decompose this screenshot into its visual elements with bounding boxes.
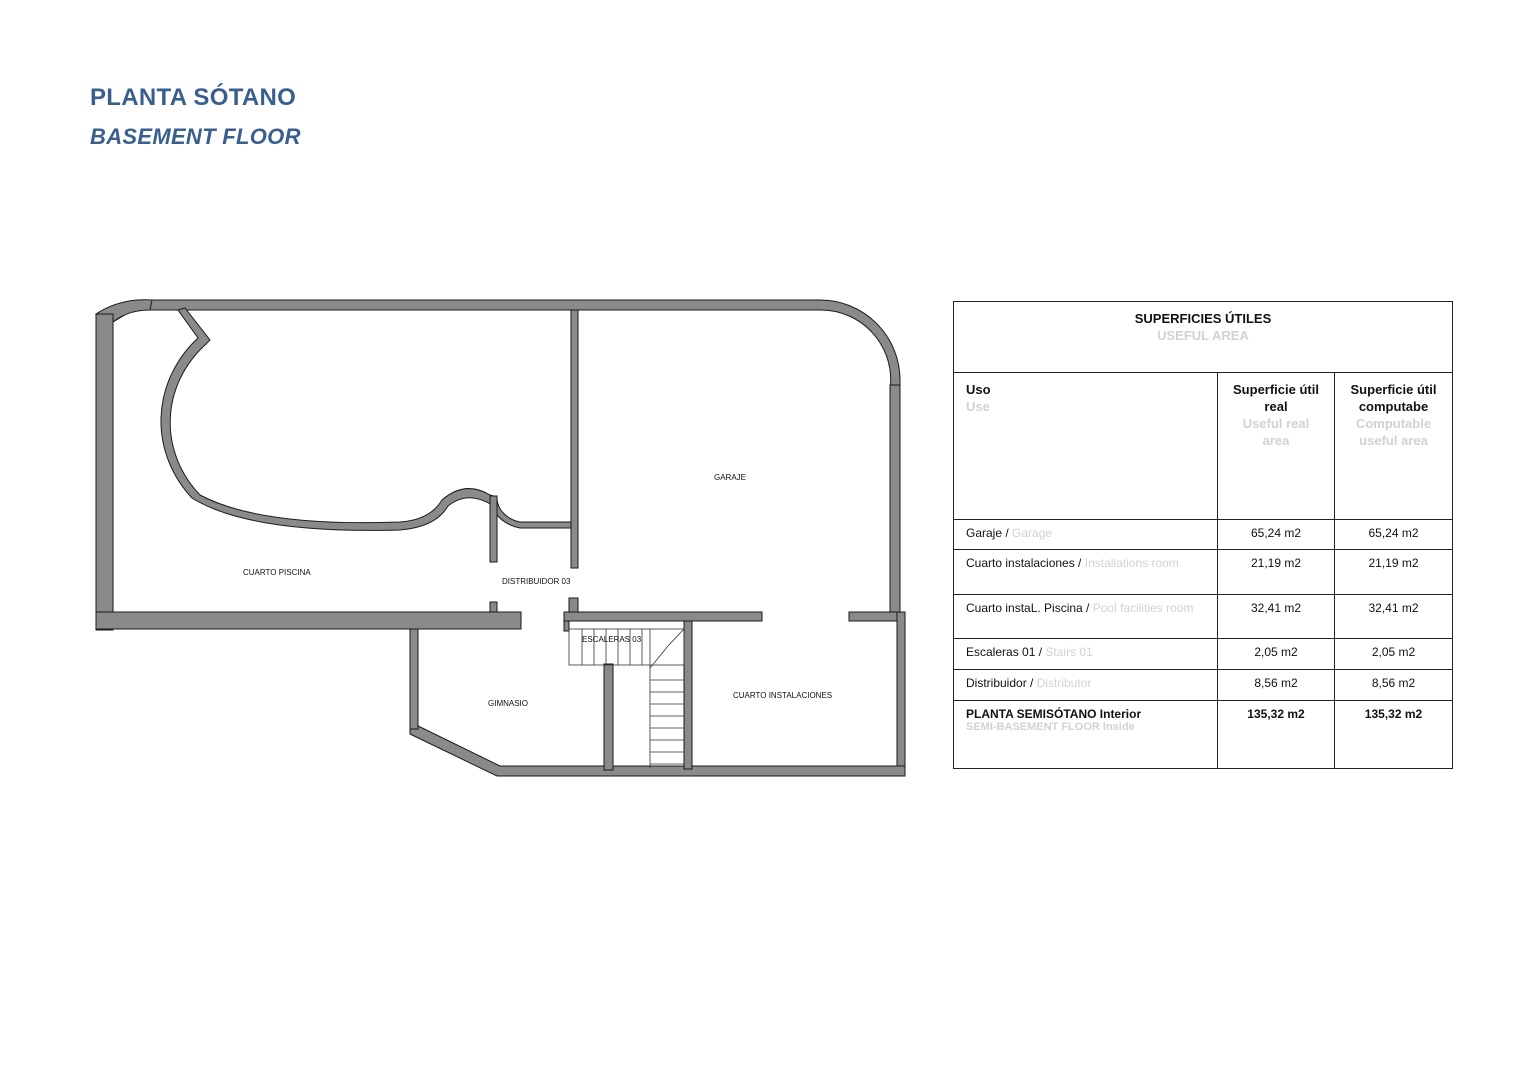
row-use bbox=[954, 550, 1218, 594]
table-header-row bbox=[954, 372, 1453, 519]
row-computable: 32,41 m2 bbox=[1335, 594, 1453, 638]
row-use-en: Stairs 01 bbox=[1045, 645, 1093, 660]
wall-divider-upper bbox=[571, 310, 578, 568]
room-label-cuarto-piscina: CUARTO PISCINA bbox=[243, 568, 311, 577]
row-use-es: Cuarto instaL. Piscina / bbox=[966, 600, 1090, 615]
room-label-distribuidor: DISTRIBUIDOR 03 bbox=[502, 577, 571, 586]
wall-garage-bottom bbox=[564, 612, 762, 621]
row-use-en: Distributor bbox=[1036, 675, 1092, 690]
total-computable: 135,32 m2 bbox=[1335, 700, 1453, 768]
wall-right-lower bbox=[897, 612, 905, 776]
row-real: 2,05 m2 bbox=[1218, 639, 1335, 670]
table-title: SUPERFICIES ÚTILES bbox=[1134, 311, 1272, 326]
total-label-es: PLANTA SEMISÓTANO Interior bbox=[966, 706, 1142, 721]
row-use-es: Cuarto instalaciones / bbox=[966, 556, 1082, 571]
room-labels bbox=[243, 473, 832, 708]
col-head-computable-en: Computable useful area bbox=[1355, 415, 1432, 448]
room-label-garaje: GARAJE bbox=[714, 473, 747, 482]
row-use-es: Garaje / bbox=[966, 525, 1009, 540]
table-title-en: USEFUL AREA bbox=[1157, 328, 1249, 343]
row-computable: 8,56 m2 bbox=[1335, 669, 1453, 700]
col-head-use bbox=[954, 372, 1218, 519]
total-label-en: SEMI-BASEMENT FLOOR Inside bbox=[966, 720, 1135, 733]
page-title: PLANTA SÓTANO bbox=[90, 84, 297, 111]
row-real: 32,41 m2 bbox=[1218, 594, 1335, 638]
table-row bbox=[954, 550, 1453, 594]
wall-pool-curve bbox=[161, 308, 574, 530]
col-head-computable bbox=[1335, 372, 1453, 519]
row-use bbox=[954, 519, 1218, 550]
total-use bbox=[954, 700, 1218, 768]
area-table bbox=[953, 301, 1453, 769]
table-title-row bbox=[954, 302, 1453, 373]
col-head-real bbox=[1218, 372, 1335, 519]
row-use bbox=[954, 639, 1218, 670]
stairs-graphic bbox=[569, 629, 684, 768]
room-label-escaleras: ESCALERAS 03 bbox=[582, 635, 642, 644]
row-computable: 65,24 m2 bbox=[1335, 519, 1453, 550]
col-head-computable-es: Superficie útil computabe bbox=[1350, 381, 1437, 414]
table-row bbox=[954, 639, 1453, 670]
table-row bbox=[954, 594, 1453, 638]
wall-right bbox=[890, 385, 900, 615]
col-head-real-es: Superficie útil real bbox=[1233, 381, 1319, 414]
table-row bbox=[954, 669, 1453, 700]
row-use-en: Installations room bbox=[1084, 556, 1179, 571]
row-real: 21,19 m2 bbox=[1218, 550, 1335, 594]
row-use-en: Garage bbox=[1012, 525, 1053, 540]
row-use bbox=[954, 669, 1218, 700]
col-head-use-es: Uso bbox=[966, 381, 991, 397]
row-use-en: Pool facilities room bbox=[1092, 600, 1194, 615]
wall-stairs-right bbox=[684, 621, 692, 769]
wall-stub-small-left bbox=[490, 602, 497, 612]
table-row bbox=[954, 519, 1453, 550]
col-head-real-en: Useful real area bbox=[1242, 415, 1310, 448]
row-computable: 21,19 m2 bbox=[1335, 550, 1453, 594]
wall-stairs-left bbox=[564, 621, 569, 631]
row-computable: 2,05 m2 bbox=[1335, 639, 1453, 670]
table-total-row bbox=[954, 700, 1453, 768]
room-label-gimnasio: GIMNASIO bbox=[488, 699, 529, 708]
row-real: 8,56 m2 bbox=[1218, 669, 1335, 700]
row-use bbox=[954, 594, 1218, 638]
row-use-es: Distribuidor / bbox=[966, 675, 1034, 690]
wall-gym-left bbox=[410, 629, 418, 729]
total-real: 135,32 m2 bbox=[1218, 700, 1335, 768]
room-label-cuarto-instalaciones: CUARTO INSTALACIONES bbox=[733, 691, 833, 700]
wall-stub-small-right bbox=[569, 598, 578, 613]
wall-top bbox=[113, 300, 900, 390]
col-head-use-en: Use bbox=[966, 398, 990, 414]
row-use-es: Escaleras 01 / bbox=[966, 645, 1043, 660]
wall-garage-bottom-right bbox=[849, 612, 900, 621]
wall-distribuidor-stub bbox=[490, 496, 497, 562]
wall-left bbox=[96, 314, 113, 630]
wall-bottom-pool bbox=[96, 612, 521, 629]
table-title-cell bbox=[954, 302, 1453, 373]
row-real: 65,24 m2 bbox=[1218, 519, 1335, 550]
wall-bottom bbox=[410, 722, 905, 776]
page-subtitle: BASEMENT FLOOR bbox=[90, 124, 301, 149]
wall-stairs-left-lower bbox=[604, 664, 613, 770]
